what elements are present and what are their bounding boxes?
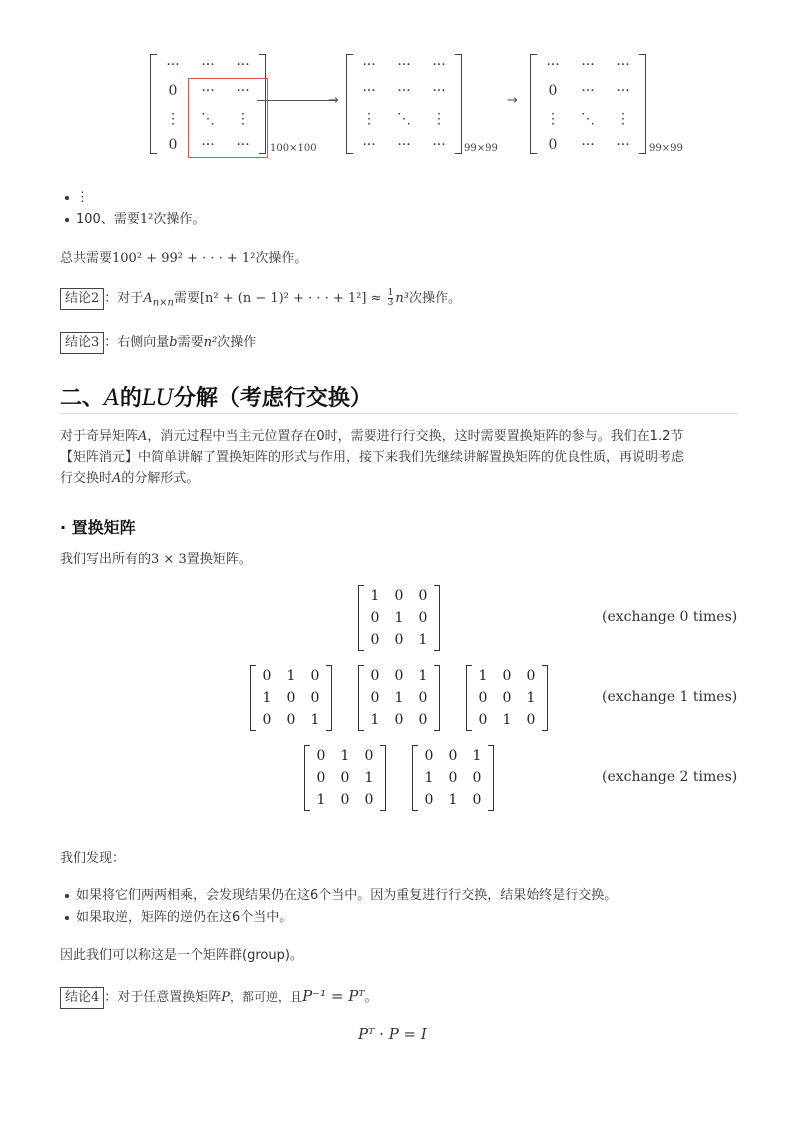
- perm-matrix-identity: [358, 585, 440, 651]
- arrow-icon: →: [328, 93, 339, 108]
- bullet-list: [60, 187, 205, 231]
- right-bracket: [455, 54, 462, 154]
- matrix-cell: 0: [424, 792, 434, 808]
- matrix-cell: 1: [286, 668, 296, 684]
- perm-matrix: [250, 665, 332, 731]
- math: n²: [203, 335, 218, 350]
- text: 次操作: [217, 335, 257, 350]
- exchange-tag: (exchange 1 times): [602, 689, 738, 705]
- math: 100² + 99² + · · · + 1²: [112, 251, 256, 266]
- cell: ⋮: [166, 111, 180, 127]
- matrix-cell: 0: [472, 792, 482, 808]
- cell: ···: [236, 57, 250, 73]
- matrix-cell: 0: [418, 610, 428, 626]
- math: LU: [141, 386, 174, 411]
- text: ，都可逆，且: [230, 990, 303, 1004]
- item-text: 次操作。: [153, 212, 206, 227]
- section-heading: [60, 381, 372, 412]
- cell: ⋱: [201, 111, 215, 127]
- text: 总共需要: [60, 251, 113, 266]
- matrix-cell: 1: [310, 712, 320, 728]
- matrix-cell: 0: [526, 712, 536, 728]
- matrix-cell: 0: [394, 712, 404, 728]
- intro-paragraph: [60, 426, 740, 489]
- conclusion-3: [60, 332, 256, 354]
- cell: ···: [616, 137, 630, 153]
- matrix-cell: 1: [418, 632, 428, 648]
- matrix-99b: [530, 54, 646, 154]
- math: b: [169, 335, 178, 350]
- matrix-size-label: 99×99: [464, 143, 498, 154]
- cell: ···: [236, 137, 250, 153]
- matrix-cell: 1: [316, 792, 326, 808]
- text: 次操作。: [408, 291, 461, 306]
- cell: ···: [166, 57, 180, 73]
- perm-matrix: [466, 665, 548, 731]
- cell: ···: [201, 83, 215, 99]
- matrix-cell: 1: [340, 748, 350, 764]
- math-sub: n×n: [152, 297, 174, 309]
- cell: ⋮: [236, 111, 250, 127]
- matrix-cell: 1: [448, 792, 458, 808]
- exchange-tag: (exchange 2 times): [602, 769, 738, 785]
- matrix-cell: 0: [370, 610, 380, 626]
- cell: ···: [236, 83, 250, 99]
- matrix-cell: 0: [316, 770, 326, 786]
- exchange-tag: (exchange 0 times): [602, 609, 738, 625]
- text: 需要: [177, 335, 204, 350]
- para-3x3: [60, 550, 252, 570]
- cell: ⋱: [581, 111, 595, 127]
- matrix-cell: 0: [424, 748, 434, 764]
- matrix-cell: 1: [262, 690, 272, 706]
- cell: ···: [201, 57, 215, 73]
- para-line: [60, 426, 740, 447]
- math: A: [143, 291, 153, 306]
- arrow-line: [257, 100, 337, 101]
- matrix-size-label: 99×99: [649, 143, 683, 154]
- matrix-cell: 0: [394, 668, 404, 684]
- cell: ···: [616, 57, 630, 73]
- cell: ···: [397, 83, 411, 99]
- cell: ⋮: [546, 111, 560, 127]
- heading-text: 分解（考虑行交换）: [173, 386, 372, 411]
- cell: ···: [432, 57, 446, 73]
- text: 行交换时: [60, 471, 113, 486]
- matrix-cell: 0: [340, 792, 350, 808]
- matrix-cell: 0: [310, 690, 320, 706]
- matrix-cell: 0: [478, 712, 488, 728]
- cell: ···: [397, 137, 411, 153]
- matrix-cell: 1: [364, 770, 374, 786]
- cell: ⋱: [397, 111, 411, 127]
- matrix-cell: 1: [394, 610, 404, 626]
- text: 的分解形式。: [121, 471, 200, 486]
- conclusion-4: [60, 986, 378, 1009]
- matrix-cell: 1: [502, 712, 512, 728]
- cell: ···: [362, 57, 376, 73]
- right-bracket: [639, 54, 646, 154]
- divider: [60, 413, 738, 414]
- matrix-cell: 1: [418, 668, 428, 684]
- matrix-cell: 0: [262, 668, 272, 684]
- cell: ···: [581, 57, 595, 73]
- text: 次操作。: [255, 251, 308, 266]
- conclusion-tag: 结论4: [60, 987, 104, 1009]
- matrix-cell: 1: [478, 668, 488, 684]
- matrix-cell: 1: [472, 748, 482, 764]
- cell: ···: [546, 57, 560, 73]
- para-line: [60, 468, 740, 489]
- list-item: 如果取逆，矩阵的逆仍在这6个当中。: [60, 907, 617, 929]
- matrix-cell: 0: [394, 588, 404, 604]
- arrow-icon: →: [507, 93, 518, 108]
- matrix-cell: 0: [478, 690, 488, 706]
- cell: 0: [168, 137, 178, 153]
- matrix-cell: 0: [418, 712, 428, 728]
- perm-matrix: [304, 745, 386, 811]
- text: ：对于任意置换矩阵: [104, 990, 222, 1005]
- matrix-cell: 0: [394, 632, 404, 648]
- matrix-cell: 0: [418, 588, 428, 604]
- matrix-99a: [346, 54, 462, 154]
- cell: 0: [548, 83, 558, 99]
- list-item: [60, 187, 205, 209]
- cell: ⋮: [432, 111, 446, 127]
- total-ops: [60, 249, 307, 269]
- para-line: 【矩阵消元】中简单讲解了置换矩阵的形式与作用，接下来我们先继续讲解置换矩阵的优良性质，再说明考虑: [60, 450, 685, 465]
- matrix-size-label: 100×100: [270, 143, 317, 154]
- matrix-cell: 0: [502, 668, 512, 684]
- cell: ···: [362, 137, 376, 153]
- matrix-cell: 0: [310, 668, 320, 684]
- list-item: [60, 209, 205, 231]
- matrix-cell: 0: [316, 748, 326, 764]
- matrix-cell: 0: [286, 712, 296, 728]
- group-text: 因此我们可以称这是一个矩阵群(group)。: [60, 948, 303, 963]
- cell: ···: [201, 137, 215, 153]
- text: 需要: [173, 291, 200, 306]
- bullet-list: [60, 885, 617, 929]
- fraction: [388, 289, 394, 308]
- matrix-cell: 0: [502, 690, 512, 706]
- math: 1²: [139, 212, 154, 227]
- math: [n² + (n − 1)² + · · · + 1²] ≈: [199, 291, 382, 306]
- matrix-cell: 0: [370, 690, 380, 706]
- text: ：右侧向量: [104, 335, 170, 350]
- matrix-cell: 0: [370, 632, 380, 648]
- math: A: [138, 429, 148, 444]
- math: A: [104, 386, 120, 411]
- perm-matrix: [412, 745, 494, 811]
- cell: ···: [432, 83, 446, 99]
- frac-num: 1: [387, 288, 394, 298]
- cell: 0: [168, 83, 178, 99]
- matrix-cell: 1: [370, 588, 380, 604]
- matrix-cell: 0: [418, 690, 428, 706]
- matrix-100: [150, 54, 266, 154]
- text: ，消元过程中当主元位置存在0时，需要进行行交换，这时需要置换矩阵的参与。我们在1.2节: [147, 429, 684, 444]
- matrix-cell: 0: [262, 712, 272, 728]
- cell: ···: [432, 137, 446, 153]
- matrix-cell: 0: [340, 770, 350, 786]
- text: 对于奇异矩阵: [60, 429, 139, 444]
- text: 我们写出所有的: [60, 552, 152, 567]
- matrix-cell: 1: [370, 712, 380, 728]
- cell: ···: [397, 57, 411, 73]
- conclusion-tag: 结论2: [60, 288, 104, 310]
- math: n³: [395, 291, 409, 306]
- cell: ⋮: [616, 111, 630, 127]
- frac-den: 3: [387, 298, 394, 308]
- cell: ···: [581, 83, 595, 99]
- found-label: 我们发现：: [60, 851, 126, 866]
- vdots-text: ⋮: [76, 190, 89, 205]
- matrix-cell: 0: [364, 748, 374, 764]
- matrix-cell: 1: [394, 690, 404, 706]
- matrix-cell: 0: [286, 690, 296, 706]
- cell: ···: [362, 83, 376, 99]
- math: 3 × 3: [151, 552, 187, 567]
- conclusion-2: [60, 288, 461, 314]
- text: ：对于: [104, 291, 144, 306]
- conclusion-tag: 结论3: [60, 332, 104, 354]
- math: P: [221, 990, 231, 1005]
- matrix-cell: 0: [370, 668, 380, 684]
- heading-text: 的: [119, 386, 142, 411]
- text: 置换矩阵。: [186, 552, 252, 567]
- perm-matrix: [358, 665, 440, 731]
- final-equation: Pᵀ · P = I: [358, 1025, 427, 1043]
- heading-text: 二、: [60, 386, 105, 411]
- item-text: 100、需要: [76, 212, 140, 227]
- elimination-figure: [140, 48, 700, 160]
- matrix-cell: 0: [472, 770, 482, 786]
- submatrix-highlight: [188, 78, 268, 158]
- text: 。: [364, 990, 378, 1005]
- subsection-heading: · 置换矩阵: [60, 518, 136, 537]
- matrix-cell: 0: [526, 668, 536, 684]
- cell: ⋮: [362, 111, 376, 127]
- matrix-cell: 1: [526, 690, 536, 706]
- list-item: 如果将它们两两相乘，会发现结果仍在这6个当中。因为重复进行行交换，结果始终是行交换。: [60, 885, 617, 907]
- cell: ···: [616, 83, 630, 99]
- math: A: [112, 471, 122, 486]
- cell: ···: [581, 137, 595, 153]
- matrix-cell: 0: [448, 770, 458, 786]
- matrix-cell: 0: [364, 792, 374, 808]
- cell: 0: [548, 137, 558, 153]
- math: P⁻¹ = Pᵀ: [302, 987, 365, 1005]
- matrix-cell: 0: [448, 748, 458, 764]
- matrix-cell: 1: [424, 770, 434, 786]
